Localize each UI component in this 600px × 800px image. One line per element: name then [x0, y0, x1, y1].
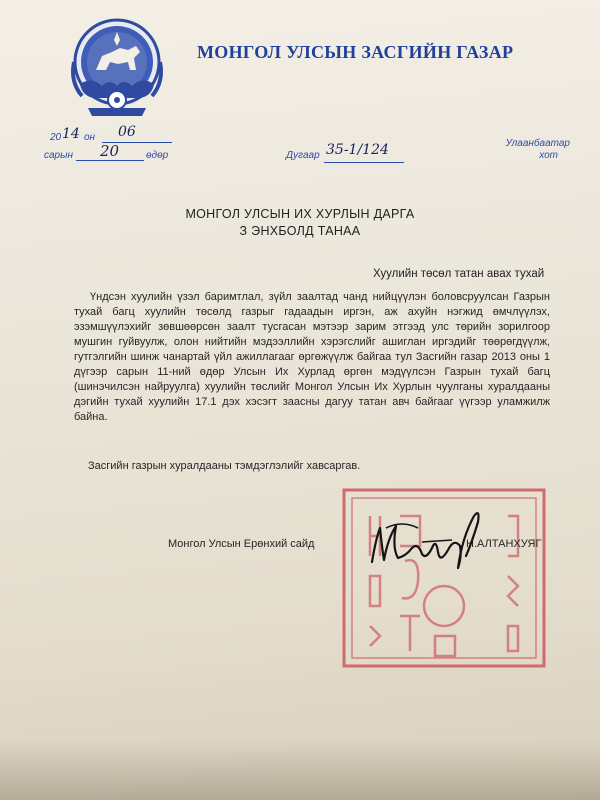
day-handwritten: 20: [100, 142, 120, 160]
number-block: [286, 144, 406, 172]
day-label: өдөр: [146, 150, 169, 161]
month-label: сарын: [44, 150, 73, 161]
number-handwritten: 35-1/124: [326, 142, 389, 158]
page-shadow: [0, 740, 600, 800]
body-paragraph: Үндсэн хуулийн үзэл баримтлал, зүйл заалтад чанд нийцүүлэн боловсруулсан Газрын тухай багц хуулийн төсөлд газрыг гадаадын иргэн, аж ахуйн нэгжид өмчлүүлэх, эзэмшүүлэхийг зөвшөөрсөн заалт тусгасан мэтээр зарим этгээд улс төрийн зорилгоор мушгин гуйвуулж, олон нийтийн мэдээллийн хэрэгслийг ашиглан иргэдийг төөрөгдүүлж, гутгэлгийн шинж чанартай үйл ажиллагааг өргөжүүлж байгаа тул Засгийн газар 2013 оны 1 дүгээр сарын 11-ний өдөр Улсын Их Хурлад өргөн мэдүүлсэн Газрын тухай багц (шинэчилсэн найруулга) хуулийн төслийг Монгол Улсын Их Хурлын чуулганы хуралдааны дэгийн тухай хуулийн 17.1 дэх хэсэгт заасны дагуу татан авч байгааг үүгээр уламжилж байна.: [74, 291, 550, 423]
city-line2: хот: [539, 150, 558, 161]
government-title: МОНГОЛ УЛСЫН ЗАСГИЙН ГАЗАР: [197, 42, 514, 62]
addressee-line1: МОНГОЛ УЛСЫН ИХ ХУРЛЫН ДАРГА: [185, 207, 415, 221]
state-emblem-icon: [62, 12, 172, 124]
city-line1: Улаанбаатар: [505, 138, 570, 149]
number-label: Дугаар: [286, 150, 320, 161]
body-text: [74, 290, 550, 425]
signature-icon: [362, 498, 492, 578]
signatory-title: Монгол Улсын Ерөнхий сайд: [168, 538, 315, 550]
subject-line: Хуулийн төсөл татан авах тухай: [373, 268, 545, 280]
signatory-name: Н.АЛТАНХУЯГ: [466, 538, 542, 550]
number-line: [324, 162, 404, 163]
addressee-line2: З ЭНХБОЛД ТАНАА: [239, 224, 361, 238]
date-block: [44, 124, 184, 168]
year-handwritten: 14: [62, 126, 80, 142]
year-prefix: 20: [50, 132, 62, 143]
year-suffix: он: [84, 132, 96, 143]
city-block: [500, 138, 570, 162]
attachment-note: Засгийн газрын хуралдааны тэмдэглэлийг хавсаргав.: [88, 460, 361, 472]
day-line: [76, 160, 144, 161]
month-handwritten: 06: [118, 124, 136, 140]
